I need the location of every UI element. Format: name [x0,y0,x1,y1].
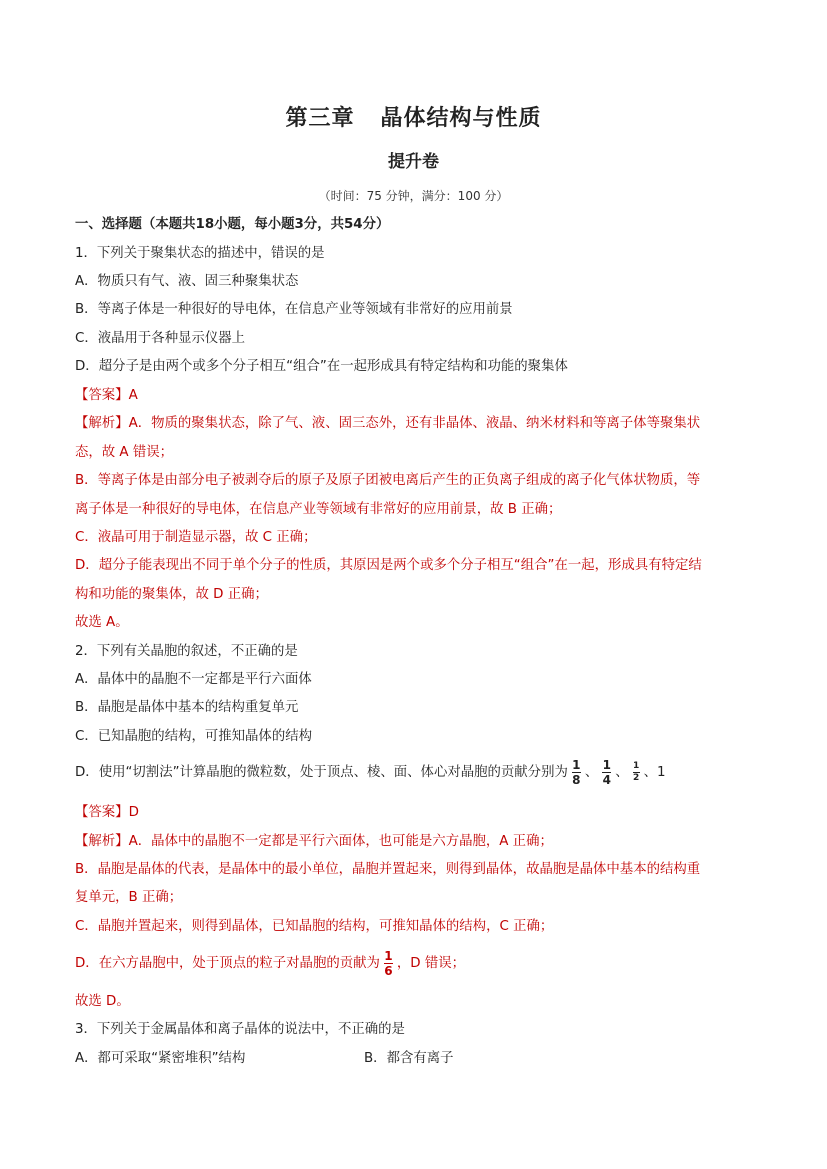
q2-option-d-tail: 、1 [643,765,666,780]
fraction-numerator: 1 [633,760,640,771]
q3-stem: 3．下列关于金属晶体和离子晶体的说法中，不正确的是 [75,1022,405,1037]
chapter-number: 第三章 [285,105,355,131]
analysis-text: A．物质的聚集状态，除了气、液、固三态外，还有非晶体、液晶、纳米材料和等离子体等聚集状 [128,416,701,431]
separator: 、 [615,765,629,780]
q3-option-a: A．都可采取“紧密堆积”结构 [75,1051,246,1066]
answer-label: 【答案】 [75,805,129,820]
fraction-numerator: 1 [572,757,581,772]
answer-label: 【答案】 [75,388,129,403]
q2-option-c: C．已知晶胞的结构，可推知晶体的结构 [75,729,312,744]
q1-option-c: C．液晶用于各种显示仪器上 [75,331,246,346]
q2-option-d-text: D．使用“切割法”计算晶胞的微粒数，处于顶点、棱、面、体心对晶胞的贡献分别为 [75,765,568,780]
analysis-text: ，D 错误； [396,956,466,971]
q2-analysis-c: C．晶胞并置起来，则得到晶体，已知晶胞的结构，可推知晶体的结构，C 正确； [75,919,554,934]
q1-option-d: D．超分子是由两个或多个分子相互“组合”在一起形成具有特定结构和功能的聚集体 [75,359,568,374]
q1-analysis-d-line1: D．超分子能表现出不同于单个分子的性质，其原因是两个或多个分子相互“组合”在一起，形成具有特定结 [75,558,702,573]
fraction-one-eighth [572,759,581,786]
q2-analysis-b-line1: B．晶胞是晶体的代表，是晶体中的最小单位，晶胞并置起来，则得到晶体，故晶胞是晶体中基本的结构重 [75,862,701,877]
chapter-title [0,101,827,132]
separator: 、 [584,765,599,780]
exam-meta: （时间：75 分钟，满分：100 分） [318,189,509,203]
q2-conclusion: 故选 D。 [75,994,130,1009]
fraction-one-quarter [602,759,611,786]
q2-analysis-a [75,833,553,851]
chapter-name: 晶体结构与性质 [380,105,542,131]
q1-conclusion: 故选 A。 [75,615,129,630]
fraction-numerator: 1 [602,757,611,772]
analysis-text: A．晶体中的晶胞不一定都是平行六面体，也可能是六方晶胞，A 正确； [128,834,553,849]
fraction-numerator: 1 [384,948,393,963]
answer-value: D [128,805,139,820]
q2-option-b: B．晶胞是晶体中基本的结构重复单元 [75,700,299,715]
q2-option-a: A．晶体中的晶胞不一定都是平行六面体 [75,672,312,687]
q1-analysis-a-line2: 态，故 A 错误； [75,445,174,460]
q2-analysis-b-line2: 复单元，B 正确； [75,890,183,905]
q2-answer [75,804,139,822]
fraction-denominator: 6 [384,963,393,978]
analysis-label: 【解析】 [75,834,129,849]
fraction-one-sixth [384,950,393,977]
q1-analysis-d-line2: 构和功能的聚集体，故 D 正确； [75,587,268,602]
q1-option-b: B．等离子体是一种很好的导电体，在信息产业等领域有非常好的应用前景 [75,302,513,317]
analysis-label: 【解析】 [75,416,129,431]
q1-analysis-b-line1: B．等离子体是由部分电子被剥夺后的原子及原子团被电离后产生的正负离子组成的离子化气体状物质，等 [75,473,701,488]
q1-stem: 1．下列关于聚集状态的描述中，错误的是 [75,246,325,261]
section-heading: 一、选择题（本题共18小题，每小题3分，共54分） [75,217,390,232]
q1-option-a: A．物质只有气、液、固三种聚集状态 [75,274,299,289]
paper-subtitle: 提升卷 [388,152,439,172]
q1-answer [75,387,138,405]
q2-stem: 2．下列有关晶胞的叙述，不正确的是 [75,644,298,659]
q1-analysis-a-line1 [75,415,700,433]
answer-value: A [128,388,138,403]
fraction-denominator: 4 [602,772,611,787]
q2-analysis-d [75,949,465,979]
q1-analysis-b-line2: 离子体是一种很好的导电体，在信息产业等领域有非常好的应用前景，故 B 正确； [75,502,562,517]
fraction-denominator: 8 [572,772,581,787]
fraction-denominator: 2 [633,772,640,783]
q3-option-b: B．都含有离子 [364,1051,454,1066]
analysis-text: D．在六方晶胞中，处于顶点的粒子对晶胞的贡献为 [75,956,380,971]
fraction-one-half [633,762,640,783]
q1-analysis-c: C．液晶可用于制造显示器，故 C 正确； [75,530,317,545]
q2-option-d [75,758,666,788]
